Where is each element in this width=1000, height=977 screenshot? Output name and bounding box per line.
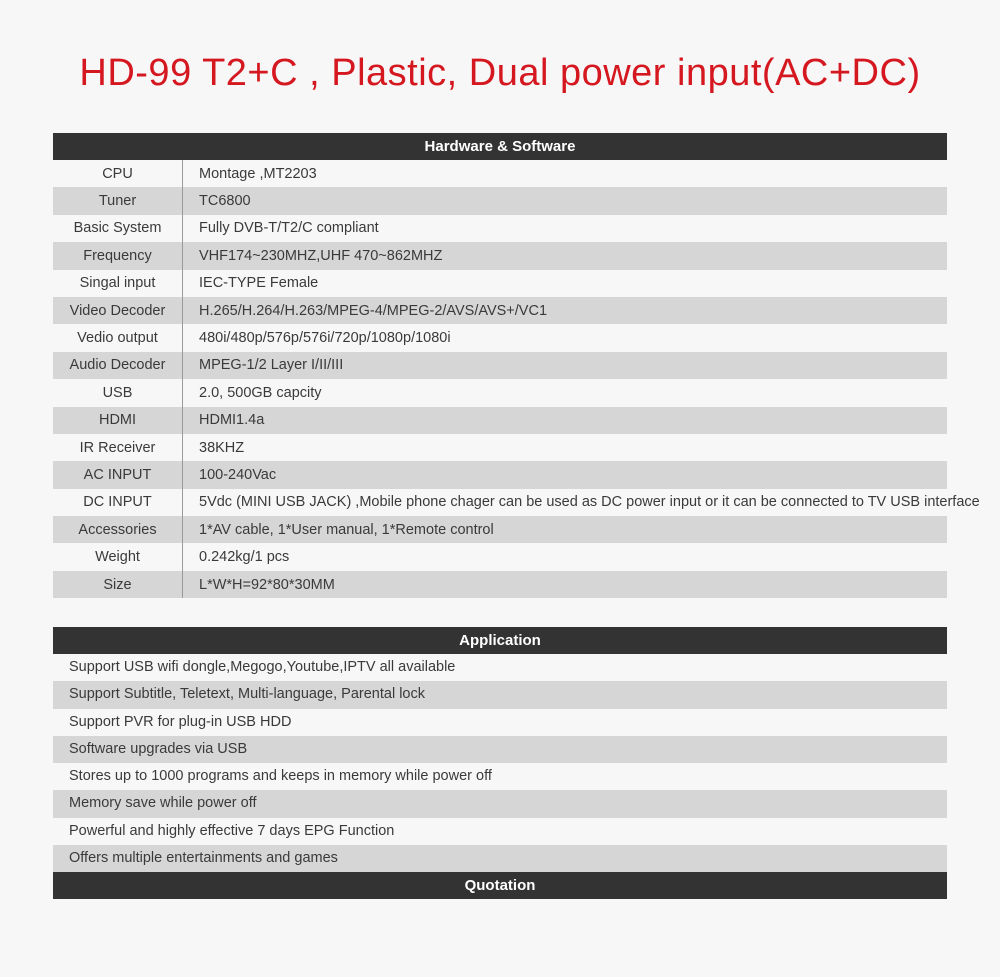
spec-label: Video Decoder <box>69 302 166 319</box>
page-title: HD-99 T2+C , Plastic, Dual power input(AC+DC) <box>79 52 921 94</box>
spec-label: CPU <box>102 165 133 182</box>
spec-row <box>53 215 947 242</box>
spec-label: AC INPUT <box>83 466 152 483</box>
application-item: Stores up to 1000 programs and keeps in memory while power off <box>69 768 492 785</box>
spec-label: Accessories <box>78 521 157 538</box>
spec-row <box>53 324 947 351</box>
spec-value: Fully DVB-T/T2/C compliant <box>199 220 379 237</box>
spec-value: 480i/480p/576p/576i/720p/1080p/1080i <box>199 330 451 347</box>
spec-value: IEC-TYPE Female <box>199 275 319 292</box>
spec-label: Vedio output <box>77 330 158 347</box>
spec-row <box>53 407 947 434</box>
spec-value: HDMI1.4a <box>199 412 265 429</box>
spec-label: Audio Decoder <box>69 357 166 374</box>
application-item: Support Subtitle, Teletext, Multi-language, Parental lock <box>53 681 947 708</box>
spec-row <box>53 571 947 598</box>
hardware-software-table <box>53 133 980 598</box>
spec-value: Montage ,MT2203 <box>199 165 317 182</box>
application-item: Powerful and highly effective 7 days EPG Function <box>69 822 395 839</box>
spec-row <box>53 270 947 297</box>
spec-value: TC6800 <box>199 193 251 210</box>
spec-label: HDMI <box>98 412 137 429</box>
spec-value: H.265/H.264/H.263/MPEG-4/MPEG-2/AVS/AVS+/VC1 <box>199 302 548 319</box>
application-header: Application <box>53 627 947 654</box>
spec-row <box>53 379 947 406</box>
spec-label: IR Receiver <box>79 439 156 456</box>
spec-label: USB <box>102 384 133 401</box>
application-item: Support USB wifi dongle,Megogo,Youtube,IPTV all available <box>69 659 456 675</box>
spec-value: 2.0, 500GB capcity <box>199 384 322 401</box>
quotation-header: Quotation <box>53 872 947 899</box>
spec-value: MPEG-1/2 Layer I/II/III <box>199 357 344 374</box>
spec-row <box>53 489 980 516</box>
spec-label: Basic System <box>73 220 162 237</box>
spec-value: 100-240Vac <box>199 466 277 483</box>
application-rows <box>53 654 947 872</box>
spec-label: Weight <box>95 549 140 566</box>
application-item: Memory save while power off <box>53 790 947 817</box>
spec-rows <box>53 160 980 598</box>
application-item: Support PVR for plug-in USB HDD <box>69 713 292 730</box>
spec-row <box>53 297 947 324</box>
spec-label: DC INPUT <box>83 494 152 511</box>
spec-label: Size <box>103 576 132 593</box>
application-table <box>53 627 947 899</box>
spec-value: 5Vdc (MINI USB JACK) ,Mobile phone chager can be used as DC power input or it can be connected to TV USB interface <box>199 494 980 511</box>
spec-row <box>53 434 947 461</box>
spec-value: 38KHZ <box>199 439 245 456</box>
spec-row <box>53 461 947 488</box>
spec-label: Frequency <box>83 247 152 264</box>
application-item: Software upgrades via USB <box>53 736 947 763</box>
spec-value: L*W*H=92*80*30MM <box>199 576 335 593</box>
spec-row <box>53 160 947 187</box>
spec-row <box>53 516 947 543</box>
spec-row <box>53 543 947 570</box>
spec-value: 1*AV cable, 1*User manual, 1*Remote control <box>199 521 494 538</box>
spec-row <box>53 187 947 214</box>
spec-label: Singal input <box>79 275 156 292</box>
spec-value: 0.242kg/1 pcs <box>199 549 290 566</box>
application-item: Offers multiple entertainments and games <box>53 845 947 872</box>
spec-row <box>53 352 947 379</box>
spec-value: VHF174~230MHZ,UHF 470~862MHZ <box>199 247 443 264</box>
spec-label: Tuner <box>98 193 137 210</box>
spec-row <box>53 242 947 269</box>
hardware-software-header: Hardware & Software <box>53 133 947 160</box>
